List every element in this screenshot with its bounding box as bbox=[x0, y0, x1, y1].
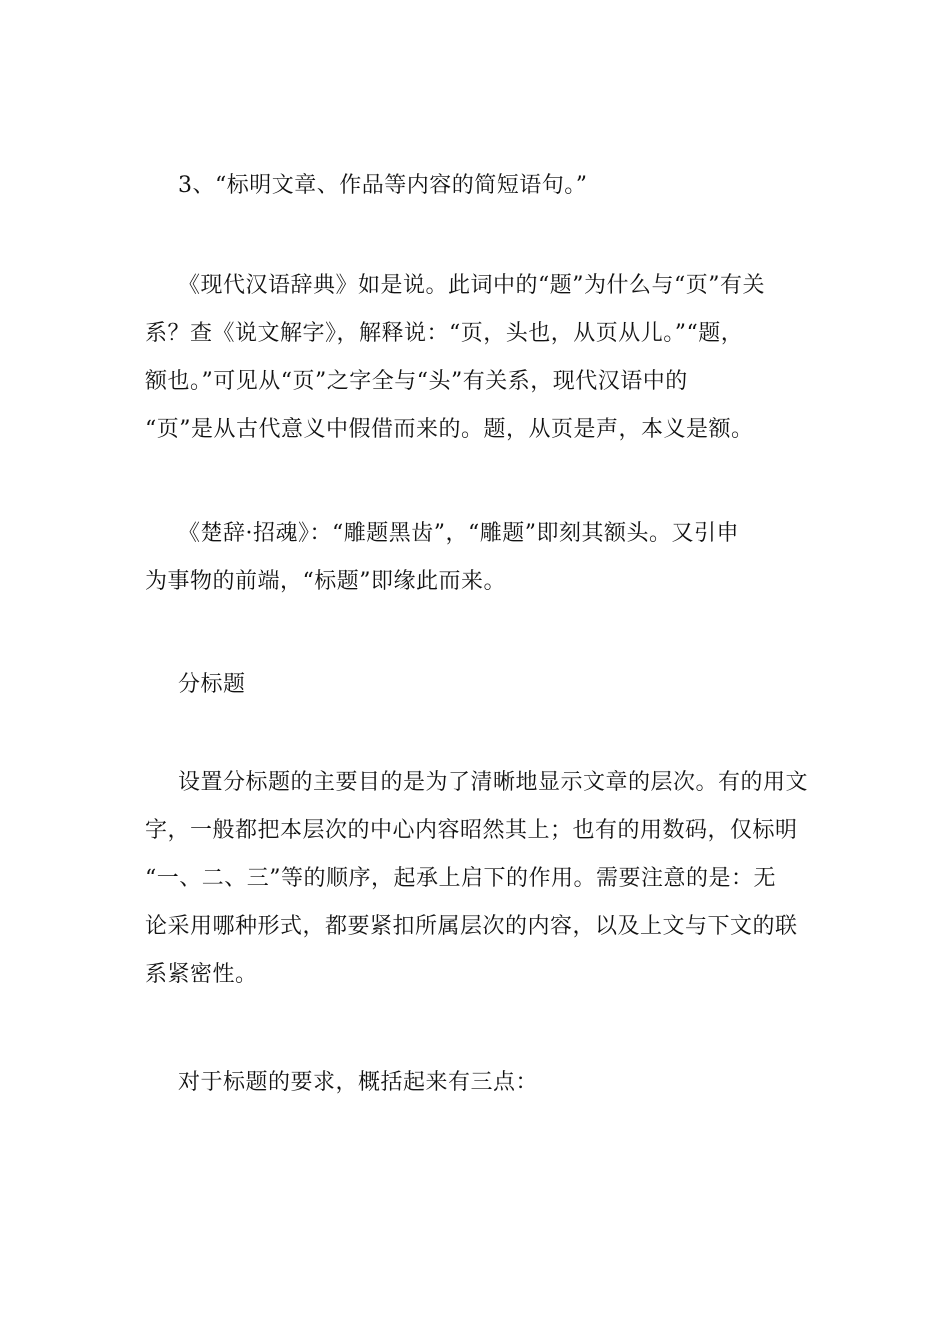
subheading: 分标题 bbox=[178, 672, 246, 697]
paragraph-line: 系紧密性。 bbox=[145, 962, 258, 987]
paragraph-line: “页”是从古代意义中假借而来的。题，从页是声，本义是额。 bbox=[145, 417, 754, 442]
paragraph-line: 为事物的前端，“标题”即缘此而来。 bbox=[145, 569, 506, 594]
paragraph-line: 设置分标题的主要目的是为了清晰地显示文章的层次。有的用文 bbox=[178, 770, 809, 795]
paragraph-line: 《现代汉语辞典》如是说。此词中的“题”为什么与“页”有关 bbox=[178, 273, 765, 298]
paragraph-dictionary bbox=[145, 262, 805, 454]
paragraph-line: “一、二、三”等的顺序，起承上启下的作用。需要注意的是：无 bbox=[145, 866, 776, 891]
paragraph-subtitle bbox=[145, 759, 809, 999]
paragraph-chuci bbox=[145, 510, 805, 606]
item-3-definition: 3、“标明文章、作品等内容的简短语句。” bbox=[178, 173, 588, 198]
requirements-intro: 对于标题的要求，概括起来有三点： bbox=[178, 1070, 539, 1095]
paragraph-line: 字，一般都把本层次的中心内容昭然其上；也有的用数码，仅标明 bbox=[145, 818, 798, 843]
paragraph-line: 论采用哪种形式，都要紧扣所属层次的内容，以及上文与下文的联 bbox=[145, 914, 798, 939]
paragraph-line: 额也。”可见从“页”之字全与“头”有关系，现代汉语中的 bbox=[145, 369, 688, 394]
paragraph-line: 系？查《说文解字》，解释说：“页，头也，从页从儿。”“题， bbox=[145, 321, 744, 346]
paragraph-line: 《楚辞·招魂》：“雕题黑齿”，“雕题”即刻其额头。又引申 bbox=[178, 521, 739, 546]
